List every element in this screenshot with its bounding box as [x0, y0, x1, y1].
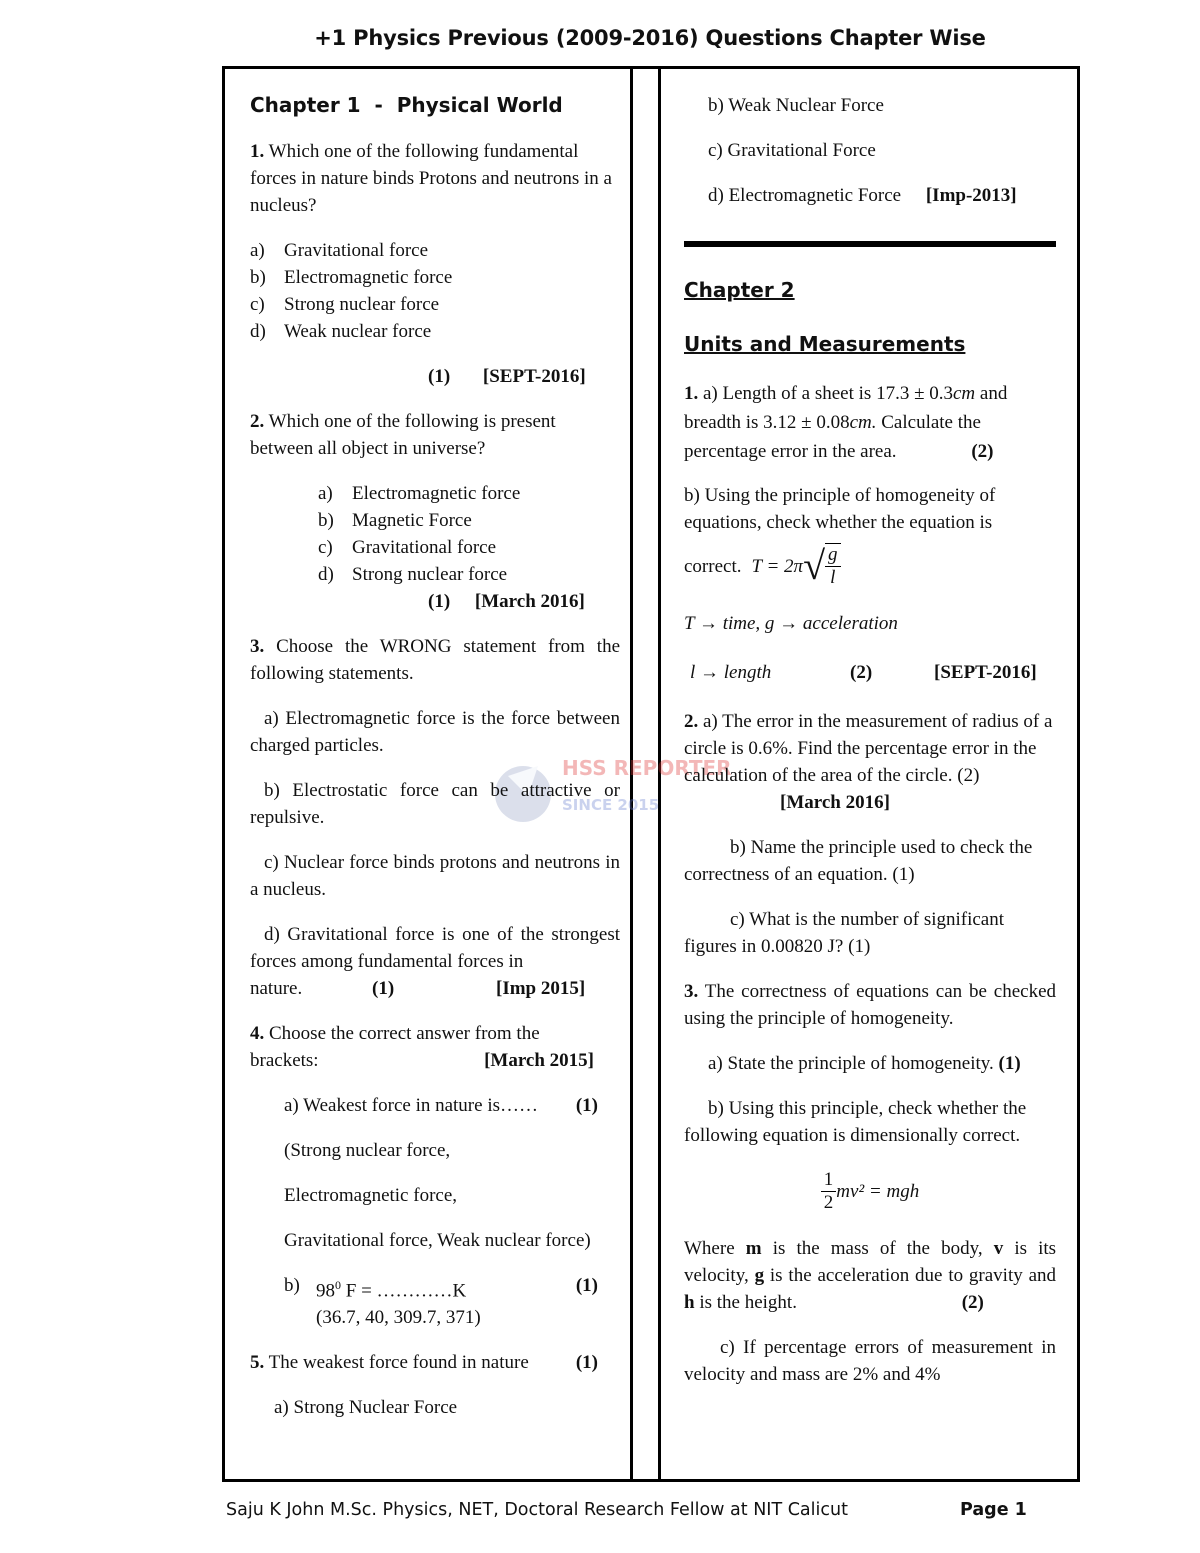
- marks: (1): [428, 366, 451, 387]
- option-label: c): [318, 537, 333, 558]
- question-number: 1.: [250, 141, 265, 162]
- option-label: b): [318, 510, 334, 531]
- question-number: 1.: [684, 383, 699, 404]
- exam-tag: [Imp-2013]: [925, 185, 1017, 206]
- option: [250, 318, 620, 345]
- statement-a: a) Electromagnetic force is the force between charged particles.: [250, 708, 620, 756]
- header-title: +1 Physics Previous (2009-2016) Questions Chapter Wise: [314, 26, 986, 50]
- text: is the mass of the body,: [772, 1238, 983, 1259]
- question-text: a) The error in the measurement of radius of a circle is 0.6%. Find the percentage error in the calculation of the area of the circle. (2): [684, 711, 1053, 786]
- r-question-2c: c) What is the number of significant figures in 0.00820 J? (1): [684, 909, 1005, 957]
- option-text: Gravitational force: [284, 240, 429, 261]
- option: [318, 507, 620, 534]
- marks: (1): [428, 591, 451, 612]
- exam-tag: [SEPT-2016]: [934, 662, 1037, 683]
- question-text: correct.: [684, 555, 742, 577]
- option-text: Weak nuclear force: [284, 321, 432, 342]
- math-value: 17.3 ± 0.3: [876, 383, 953, 404]
- question-4-meta: [250, 1047, 594, 1074]
- r-question-1-meta: [684, 659, 1056, 686]
- sub-question: a) State the principle of homogeneity.: [708, 1053, 994, 1074]
- choice-line-1: (Strong nuclear force,: [284, 1140, 451, 1161]
- equation-rest: mv² = mgh: [836, 1180, 920, 1202]
- option-label: d): [250, 321, 266, 342]
- question-2: [250, 408, 620, 462]
- option: a) Strong Nuclear Force: [274, 1397, 458, 1419]
- text: is its velocity,: [684, 1238, 1057, 1286]
- r-question-3a: [684, 1050, 1056, 1077]
- question-number: 3.: [684, 981, 699, 1002]
- question-text: The correctness of equations can be checked using the principle of homogeneity.: [684, 981, 1056, 1029]
- question-text: Which one of the following fundamental forces in nature binds Protons and neutrons in a nucleus?: [250, 141, 612, 216]
- question-5: [250, 1349, 598, 1376]
- question-2-options: [250, 480, 620, 588]
- watermark-since: SINCE 2015: [562, 796, 660, 814]
- option-row: [684, 182, 1056, 209]
- marks: (2): [971, 441, 994, 462]
- option: [318, 534, 620, 561]
- option-text: Strong nuclear force: [352, 564, 508, 585]
- equation-energy: [684, 1155, 1056, 1227]
- statement-d-end: nature.: [250, 978, 303, 999]
- square-root-icon: √ $\frac{g}{l}$: [803, 543, 840, 589]
- option-text: Magnetic Force: [352, 510, 472, 531]
- question-text: The weakest force found in nature: [268, 1352, 529, 1374]
- answer-choices: (36.7, 40, 309.7, 371): [316, 1307, 481, 1329]
- option-text: Strong nuclear force: [284, 294, 440, 315]
- statement-c: c) Nuclear force binds protons and neutrons in a nucleus.: [250, 852, 620, 900]
- exam-tag: [March 2015]: [484, 1050, 594, 1071]
- math-unit: cm.: [849, 412, 877, 433]
- r-question-3c: c) If percentage errors of measurement in velocity and mass are 2% and 4%: [684, 1337, 1056, 1385]
- option: [250, 264, 620, 291]
- option: [250, 291, 620, 318]
- equation-lhs: T = 2π: [751, 555, 804, 577]
- fraction-numerator: 1: [821, 1169, 837, 1192]
- question-4-b: [250, 1272, 598, 1304]
- question-2-meta: [250, 588, 620, 615]
- equation-denominator: l: [830, 567, 836, 588]
- page-number: Page 1: [960, 1500, 1027, 1520]
- exam-tag: [Imp 2015]: [496, 978, 586, 999]
- symbol: v: [993, 1238, 1004, 1259]
- question-1-options: [250, 237, 620, 345]
- equation-fraction: [821, 1169, 837, 1214]
- option-text: Electromagnetic force: [352, 483, 521, 504]
- marks: (2): [850, 662, 873, 683]
- option-label: b): [250, 267, 266, 288]
- question-text: Choose the WRONG statement from the following statements.: [250, 636, 620, 684]
- variable-definitions: T → time, g → acceleration: [684, 613, 898, 634]
- option: c) Gravitational Force: [708, 140, 876, 161]
- r-question-1b: b) Using the principle of homogeneity of equations, check whether the equation is: [684, 485, 996, 533]
- r-question-2a: [684, 708, 1056, 816]
- r-question-3-where: [684, 1235, 1056, 1316]
- question-1: [250, 138, 620, 219]
- watermark-name: HSS REPORTER: [562, 756, 732, 780]
- choice-line-3: Gravitational force, Weak nuclear force): [284, 1230, 591, 1251]
- degree-sup: 0: [335, 1278, 341, 1292]
- question-number: 4.: [250, 1023, 265, 1044]
- sub-question: [316, 1272, 576, 1304]
- question-number: 3.: [250, 636, 265, 657]
- text: is the acceleration due to gravity and: [769, 1265, 1057, 1286]
- option: [318, 561, 620, 588]
- choice-line-2: Electromagnetic force,: [284, 1185, 458, 1206]
- question-4-a: [250, 1092, 598, 1119]
- symbol: g: [754, 1265, 765, 1286]
- footer-author: Saju K John M.Sc. Physics, NET, Doctoral Research Fellow at NIT Calicut: [226, 1500, 848, 1520]
- question-text: Calculate the percentage error in the area.: [684, 412, 981, 462]
- question-3: [250, 633, 620, 687]
- text: Where: [684, 1238, 735, 1259]
- option-label: d): [318, 564, 334, 585]
- option-label: c): [250, 294, 265, 315]
- r-question-3: [684, 978, 1056, 1032]
- temp-value: 98: [316, 1280, 335, 1302]
- question-3-meta: [250, 975, 620, 1002]
- page-header: [0, 26, 1200, 50]
- marks: (1): [998, 1053, 1021, 1074]
- fraction-denominator: 2: [823, 1191, 834, 1213]
- question-text: Choose the correct answer from the: [269, 1023, 540, 1044]
- option: d) Electromagnetic Force: [708, 185, 902, 206]
- exam-tag: [SEPT-2016]: [482, 366, 586, 387]
- option-text: Electromagnetic force: [284, 267, 453, 288]
- equation-pendulum: [684, 536, 1056, 596]
- chapter-1-title: Chapter 1 - Physical World: [250, 93, 563, 117]
- variable-definition: l → length: [690, 662, 772, 683]
- r-question-1a: [684, 379, 1056, 466]
- question-text: and breadth is: [684, 383, 1008, 433]
- r-question-3b: b) Using this principle, check whether the following equation is dimensionally correct.: [684, 1098, 1027, 1146]
- exam-tag: [March 2016]: [780, 792, 890, 813]
- marks: (1): [575, 1275, 598, 1296]
- marks: (1): [575, 1352, 598, 1374]
- option: [250, 237, 620, 264]
- chapter-2-title: Units and Measurements: [684, 332, 966, 356]
- text: is the height.: [699, 1292, 797, 1313]
- r-question-2b: b) Name the principle used to check the correctness of an equation. (1): [684, 837, 1033, 885]
- exam-tag: [March 2016]: [474, 591, 585, 612]
- question-text: Which one of the following is present between all object in universe?: [250, 411, 556, 459]
- option-label: a): [318, 483, 333, 504]
- question-number: 2.: [250, 411, 265, 432]
- statement-d: d) Gravitational force is one of the strongest forces among fundamental forces in: [250, 924, 620, 972]
- math-value: 3.12 ± 0.08: [763, 412, 850, 433]
- marks: (1): [372, 978, 395, 999]
- marks: (1): [575, 1095, 598, 1116]
- chapter-2-label: Chapter 2: [684, 278, 795, 302]
- marks: (2): [961, 1292, 984, 1313]
- left-column: [250, 92, 620, 1421]
- equation-numerator: g: [825, 544, 841, 567]
- statement-b: b) Electrostatic force can be attractive or repulsive.: [250, 780, 620, 828]
- question-text-cont: brackets:: [250, 1050, 319, 1071]
- question-1-meta: [250, 363, 620, 390]
- math-unit: cm: [953, 383, 976, 404]
- option: b) Weak Nuclear Force: [708, 95, 884, 116]
- option: [318, 480, 620, 507]
- option-label: a): [250, 240, 265, 261]
- question-4: [250, 1020, 620, 1047]
- sub-question: a) Weakest force in nature is……: [284, 1095, 538, 1116]
- sub-question-label: b): [284, 1275, 300, 1296]
- temp-rest: F = …………K: [341, 1280, 467, 1302]
- symbol: h: [684, 1292, 695, 1313]
- option-text: Gravitational force: [352, 537, 497, 558]
- question-text: a) Length of a sheet is: [703, 383, 872, 404]
- right-column: [684, 92, 1056, 1388]
- question-number: 5.: [250, 1352, 265, 1374]
- symbol: m: [745, 1238, 762, 1259]
- question-number: 2.: [684, 711, 699, 732]
